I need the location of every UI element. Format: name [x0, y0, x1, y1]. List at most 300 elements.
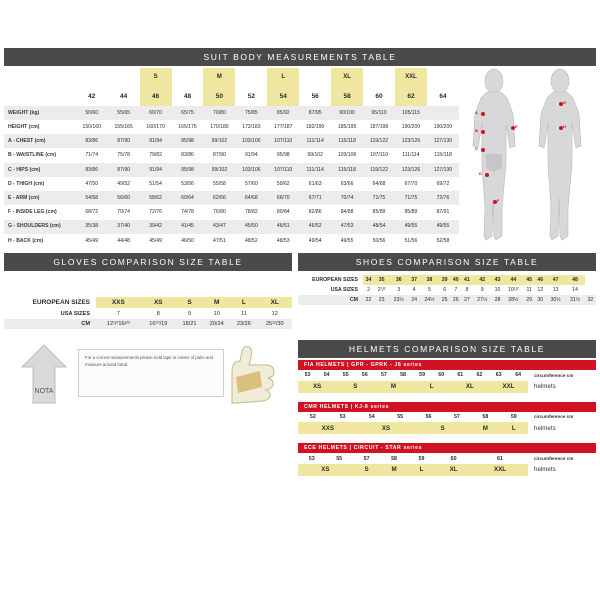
suit-cell: 60/70: [140, 106, 172, 120]
suit-cell: 85/89: [372, 209, 386, 216]
suit-group-size: M: [203, 68, 235, 88]
suit-cell: 83/86: [181, 152, 194, 159]
suit-cell: 150/160: [82, 123, 101, 130]
suit-size-header: 48: [172, 88, 204, 106]
suit-cell: 48/54: [363, 220, 395, 234]
suit-cell: 103/106: [235, 163, 267, 177]
helmets-section-title: HELMETS COMPARISON SIZE TABLE: [298, 340, 596, 358]
shoes-cell: 6: [443, 287, 447, 293]
suit-group-size: [76, 68, 108, 88]
gloves-row-label: USA SIZES: [60, 310, 90, 317]
suit-row-label: C - HIPS (cm): [4, 163, 76, 177]
gloves-row-label: EUROPEAN SIZES: [4, 297, 96, 308]
helmet-cm-label: circumference cm: [534, 456, 574, 462]
helmets-section: [298, 340, 596, 483]
gloves-cell: 16¹⁰/19: [141, 319, 176, 329]
suit-cell: 56/60: [108, 191, 140, 205]
shoes-row-label: CM: [298, 295, 363, 305]
shoes-cell: 27: [461, 295, 472, 305]
suit-size-header: 44: [108, 88, 140, 106]
helmet-circumference-cell: 54: [323, 372, 330, 379]
suit-section: [4, 48, 596, 248]
mannequin-figures: [463, 68, 593, 248]
helmet-circumference-cell: 55: [342, 372, 349, 379]
shoes-cell: 30: [535, 295, 546, 305]
suit-cell: 49/55: [395, 220, 427, 234]
suit-cell: [427, 106, 459, 120]
suit-cell: 55/65: [108, 106, 140, 120]
suit-cell: 82/86: [308, 209, 322, 216]
suit-cell: 83/86: [76, 134, 108, 148]
helmet-size-cell: XL: [435, 464, 472, 476]
helmet-block-header: FIA HELMETS | GPR - GPRK - J8 series: [298, 360, 596, 370]
suit-row-label: H - BACK (cm): [8, 237, 44, 244]
table-row: [298, 422, 596, 434]
suit-cell: 49/54: [308, 237, 322, 244]
suit-row-label: HEIGHT (cm): [8, 123, 40, 130]
suit-size-header: 58: [331, 88, 363, 106]
suit-size-header: 60: [363, 88, 395, 106]
suit-cell: 91/94: [140, 163, 172, 177]
front-mannequin-icon: [463, 68, 525, 246]
gloves-cell: 25¹²/30: [258, 319, 292, 329]
suit-cell: 182/190: [305, 123, 325, 130]
suit-row-label: D - THIGH (cm): [8, 180, 45, 187]
helmet-circumference-cell: 59: [419, 372, 426, 379]
shoes-cell: 2¹/²: [377, 287, 386, 293]
table-row: [4, 297, 292, 308]
shoes-cell: 31½: [565, 295, 584, 305]
suit-cell: 71/75: [363, 191, 395, 205]
shoes-cell: 40: [450, 275, 461, 285]
suit-cell: 46/51: [267, 220, 299, 234]
table-row: [4, 308, 292, 318]
back-mannequin-icon: [529, 68, 591, 246]
suit-section-title: SUIT BODY MEASUREMENTS TABLE: [4, 48, 596, 66]
shoes-cell: 48: [565, 275, 584, 285]
suit-row-label: A - CHEST (cm): [4, 134, 76, 148]
suit-cell: 45/49: [85, 237, 99, 244]
shoes-cell: 47: [546, 275, 565, 285]
helmet-circumference-cell: 60: [450, 455, 457, 462]
helmet-unit-label: helmets: [528, 464, 596, 476]
suit-cell: 111/114: [402, 152, 420, 159]
table-row: [298, 275, 596, 285]
helmet-circumference-cell: 57: [453, 413, 460, 420]
suit-cell: 165/175: [178, 123, 197, 130]
suit-cell: 59/62: [276, 180, 290, 187]
suit-size-header: 54: [267, 88, 299, 106]
suit-cell: 44/48: [117, 237, 131, 244]
helmet-circumference-cell: 58: [482, 413, 489, 420]
suit-cell: 71/74: [85, 152, 99, 159]
helmet-size-cell: XS: [298, 464, 353, 476]
suit-cell: 91/94: [140, 134, 172, 148]
gloves-cell: 12¹/²16/²³: [96, 319, 141, 329]
shoes-cell: 23: [374, 295, 389, 305]
suit-cell: 60/64: [172, 191, 204, 205]
suit-cell: 50/60: [76, 106, 108, 120]
hand-measure-icon: [216, 343, 288, 407]
gloves-cell: 12: [271, 310, 278, 317]
point-b-marker: [481, 130, 485, 134]
helmet-circumference-cell: 57: [380, 372, 387, 379]
table-row: [4, 106, 459, 120]
table-row: [298, 295, 596, 305]
block-spacer: [298, 476, 596, 483]
helmet-size-cell: XS: [358, 422, 415, 434]
table-row: [4, 191, 459, 205]
table-row: [4, 163, 459, 177]
table-row: [4, 220, 459, 234]
suit-cell: 160/170: [146, 123, 165, 130]
point-e-label: E: [515, 124, 518, 129]
shoes-cell: 4: [412, 287, 416, 293]
helmet-cm-label: circumference cm: [534, 372, 574, 378]
suit-cell: 84/88: [340, 209, 354, 216]
suit-cell: 187/198: [369, 123, 389, 130]
suit-cell: 115/118: [434, 152, 452, 159]
gloves-cell: XXS: [96, 297, 141, 308]
suit-cell: 103/106: [235, 134, 267, 148]
suit-cell: 107/110: [267, 134, 299, 148]
shoes-section-title: SHOES COMPARISON SIZE TABLE: [298, 253, 596, 271]
suit-cell: 79/82: [149, 152, 162, 159]
point-h-label: H: [563, 124, 566, 129]
helmet-circumference-cell: 58: [391, 455, 397, 462]
shoes-cell: 2: [367, 287, 370, 293]
helmet-circumference-cell: 54: [368, 413, 375, 420]
helmet-circumference-cell: 63: [495, 372, 502, 379]
suit-size-header: 46: [140, 88, 172, 106]
point-a-label: A: [475, 110, 478, 115]
suit-cell: 67/71: [299, 191, 331, 205]
suit-group-label-spacer: [4, 68, 76, 88]
shoes-cell: 10¹/²: [508, 287, 519, 293]
gloves-cell: 11: [241, 310, 247, 317]
suit-cell: 123/126: [395, 163, 427, 177]
suit-group-size: [363, 68, 395, 88]
gloves-note-area: [4, 343, 292, 413]
shoes-cell: 42: [473, 275, 492, 285]
gloves-section: [4, 253, 292, 413]
helmet-size-table: [298, 370, 596, 393]
suit-cell: 51/56: [404, 237, 418, 244]
shoes-cell: 3: [397, 287, 401, 293]
shoes-cell: 9: [480, 287, 484, 293]
point-d-marker: [485, 173, 489, 177]
point-g-label: G: [563, 100, 567, 105]
shoes-cell: 45: [524, 275, 535, 285]
helmet-size-cell: XXL: [472, 464, 528, 476]
gloves-cell: 10: [213, 310, 220, 317]
shoes-cell: 11: [526, 287, 532, 293]
suit-cell: 119/122: [363, 163, 395, 177]
gloves-cell: 23/26: [230, 319, 257, 329]
suit-row-label: WEIGHT (kg): [4, 106, 76, 120]
suit-cell: 99/102: [307, 152, 323, 159]
suit-cell: 55/58: [213, 180, 226, 187]
suit-row-label: G - SHOULDERS (cm): [4, 220, 76, 234]
suit-cell: 46/52: [299, 220, 331, 234]
suit-cell: 107/110: [370, 152, 389, 159]
block-spacer: [298, 434, 596, 441]
suit-cell: 43/47: [203, 220, 235, 234]
table-row: [298, 285, 596, 295]
helmet-circumference-cell: 61: [457, 372, 464, 379]
suit-cell: 64/68: [372, 180, 386, 187]
suit-cell: 58/62: [140, 191, 172, 205]
suit-measurements-table: [4, 68, 459, 248]
suit-cell: 48/52: [244, 237, 258, 244]
shoes-cell: 41: [461, 275, 472, 285]
suit-cell: 35/38: [76, 220, 108, 234]
suit-group-size: XL: [331, 68, 363, 88]
shoes-cell: 13: [552, 287, 559, 293]
suit-cell: 47/51: [213, 237, 226, 244]
helmet-size-cell: L: [408, 464, 435, 476]
table-row: [298, 381, 596, 393]
suit-cell: 87/90: [108, 134, 140, 148]
gloves-note-box: [78, 349, 224, 397]
shoes-cell: 28½: [503, 295, 524, 305]
suit-cell: 39/42: [140, 220, 172, 234]
shoes-cell: 36: [389, 275, 408, 285]
helmet-size-cell: XXL: [489, 381, 528, 393]
gloves-cell: 18/21: [176, 319, 203, 329]
gloves-cell: L: [230, 297, 257, 308]
suit-group-size: [427, 68, 459, 88]
table-row: [298, 412, 596, 423]
suit-size-header: 62: [395, 88, 427, 106]
suit-cell: 69/72: [436, 180, 450, 187]
suit-cell: 127/130: [427, 163, 459, 177]
suit-cell: 57/60: [244, 180, 258, 187]
suit-group-size: XXL: [395, 68, 427, 88]
suit-cell: 53/56: [181, 180, 194, 187]
table-row: [4, 134, 459, 148]
suit-cell: 72/76: [427, 191, 459, 205]
block-spacer: [298, 393, 596, 400]
suit-group-size: [108, 68, 140, 88]
shoes-cell: 26: [450, 295, 461, 305]
suit-cell: 87/90: [108, 163, 140, 177]
shoes-cell: 22: [363, 295, 374, 305]
suit-cell: 95/98: [172, 134, 204, 148]
helmet-circumference-cell: 53: [304, 372, 311, 379]
suit-cell: 48/53: [276, 237, 290, 244]
shoes-cell: 43: [492, 275, 503, 285]
helmet-circumference-cell: 61: [497, 455, 503, 462]
table-row: [4, 120, 459, 134]
helmet-circumference-cell: 57: [363, 455, 370, 462]
suit-row-label: F - INSIDE LEG (cm): [8, 209, 57, 216]
helmet-size-cell: M: [380, 464, 407, 476]
helmet-circumference-cell: 58: [400, 372, 406, 379]
helmet-circumference-cell: 55: [397, 413, 404, 420]
helmet-circumference-cell: 60: [438, 372, 445, 379]
table-row: [4, 148, 459, 162]
shoes-cell: 27½: [473, 295, 492, 305]
helmet-size-cell: XL: [451, 381, 489, 393]
point-c-label: C: [475, 146, 478, 151]
shoes-row-label: EUROPEAN SIZES: [298, 275, 363, 285]
suit-cell: 91/94: [244, 152, 258, 159]
gloves-cell: 8: [156, 310, 160, 317]
shoes-cell: 23½: [389, 295, 408, 305]
suit-cell: 67/70: [404, 180, 418, 187]
suit-cell: 65/75: [172, 106, 204, 120]
suit-size-row-label: [4, 88, 76, 106]
gloves-section-title: GLOVES COMPARISON SIZE TABLE: [4, 253, 292, 271]
suit-cell: 105/115: [395, 106, 427, 120]
suit-section-body: [4, 66, 596, 248]
suit-row-label: E - ARM (cm): [4, 191, 76, 205]
suit-cell: 111/114: [299, 134, 331, 148]
shoes-cell: 30½: [546, 295, 565, 305]
shoes-cell: 38: [420, 275, 439, 285]
suit-cell: 49/55: [427, 220, 459, 234]
shoes-cell: 35: [374, 275, 389, 285]
helmet-size-cell: S: [414, 422, 471, 434]
helmet-size-cell: XXS: [298, 422, 358, 434]
helmet-block-header: ECE HELMETS | CIRCUIT - STAR series: [298, 443, 596, 453]
suit-cell: 47/50: [85, 180, 99, 187]
helmet-size-cell: S: [353, 464, 380, 476]
suit-cell: 155/165: [114, 123, 133, 130]
gloves-cell: S: [176, 297, 203, 308]
helmet-block: [298, 402, 596, 442]
suit-cell: 85/89: [404, 209, 418, 216]
suit-cell: 78/82: [244, 209, 258, 216]
helmet-size-cell: XS: [298, 381, 336, 393]
shoes-size-table: [298, 275, 596, 305]
helmet-size-table: [298, 412, 596, 435]
suit-cell: 64/68: [235, 191, 267, 205]
suit-cell: 74/78: [181, 209, 194, 216]
suit-cell: 99/102: [203, 134, 235, 148]
shoes-cell: 32: [585, 295, 596, 305]
suit-cell: 173/183: [242, 123, 261, 130]
shoes-cell: 10: [494, 287, 501, 293]
helmet-size-table: [298, 453, 596, 476]
helmet-blocks: [298, 360, 596, 483]
shoes-cell: 7: [454, 287, 458, 293]
helmet-block: [298, 443, 596, 483]
shoes-cell: 12: [537, 287, 544, 293]
helmet-block: [298, 360, 596, 400]
suit-cell: 52/58: [436, 237, 450, 244]
suit-cell: 95/98: [172, 163, 204, 177]
suit-cell: 70/74: [117, 209, 131, 216]
helmet-circumference-cell: 64: [515, 372, 522, 379]
gloves-cell: 20/24: [203, 319, 230, 329]
shoes-cell: 37: [409, 275, 420, 285]
helmet-circumference-cell: 52: [309, 413, 316, 420]
suit-cell: 115/118: [331, 134, 363, 148]
suit-cell: 87/90: [213, 152, 226, 159]
shoes-cell: 8: [465, 287, 469, 293]
suit-group-size: S: [140, 68, 172, 88]
suit-cell: 50/56: [372, 237, 386, 244]
helmet-circumference-cell: 56: [425, 413, 432, 420]
suit-size-header: 50: [203, 88, 235, 106]
table-row: [298, 464, 596, 476]
suit-cell: 85/92: [267, 106, 299, 120]
suit-cell: 72/76: [149, 209, 162, 216]
suit-cell: 70/80: [203, 106, 235, 120]
gloves-cell: XS: [141, 297, 176, 308]
suit-cell: 99/102: [203, 163, 235, 177]
gloves-size-table: [4, 297, 292, 329]
suit-cell: 71/75: [395, 191, 427, 205]
suit-size-header: 52: [235, 88, 267, 106]
shoes-cell: 34: [363, 275, 374, 285]
suit-cell: 68/72: [85, 209, 99, 216]
suit-cell: 111/114: [299, 163, 331, 177]
shoes-cell: 28: [492, 295, 503, 305]
suit-cell: 49/52: [117, 180, 131, 187]
nota-arrow-icon: [16, 343, 72, 407]
suit-cell: 80/84: [276, 209, 290, 216]
suit-size-header: 42: [76, 88, 108, 106]
shoes-section: [298, 253, 596, 305]
suit-cell: 49/55: [340, 237, 354, 244]
table-row: [4, 234, 459, 248]
suit-cell: 75/85: [235, 106, 267, 120]
suit-cell: 90/100: [331, 106, 363, 120]
suit-cell: 95/98: [276, 152, 290, 159]
suit-cell: 45/50: [235, 220, 267, 234]
shoes-cell: 39: [439, 275, 450, 285]
gloves-note-text: For a correct measurements please hold tape in center of palm and measure around hand.: [85, 355, 214, 367]
shoes-cell: 29: [524, 295, 535, 305]
point-b-label: B: [475, 128, 478, 133]
shoes-cell: 5: [427, 287, 431, 293]
suit-cell: 66/70: [267, 191, 299, 205]
shoes-cell: 24½: [420, 295, 439, 305]
gloves-cell: M: [203, 297, 230, 308]
gloves-cell: 9: [187, 310, 192, 317]
helmet-circumference-cell: 53: [308, 455, 315, 462]
helmet-size-cell: L: [500, 422, 528, 434]
shoes-row-label: USA SIZES: [330, 287, 358, 293]
helmet-unit-label: helmets: [528, 422, 596, 434]
helmet-cm-label: circumference cm: [534, 414, 574, 420]
suit-cell: 127/130: [427, 134, 459, 148]
helmet-circumference-cell: 56: [361, 372, 368, 379]
suit-group-size: L: [267, 68, 299, 88]
suit-cell: 47/53: [331, 220, 363, 234]
table-row: [4, 319, 292, 329]
suit-cell: 87/91: [436, 209, 450, 216]
helmet-circumference-cell: 53: [339, 413, 346, 420]
suit-cell: 123/126: [395, 134, 427, 148]
helmet-size-cell: S: [336, 381, 374, 393]
table-row: [4, 177, 459, 191]
suit-size-header: 56: [299, 88, 331, 106]
helmet-size-cell: M: [374, 381, 412, 393]
suit-cell: 190/200: [401, 123, 421, 130]
gloves-row-label: CM: [4, 319, 96, 329]
suit-cell: 87/95: [299, 106, 331, 120]
suit-cell: 119/122: [363, 134, 395, 148]
shoes-cell: 46: [535, 275, 546, 285]
table-row: [4, 205, 459, 219]
shoes-cell: 25: [439, 295, 450, 305]
gloves-cell: XL: [258, 297, 292, 308]
point-d-label: D: [479, 171, 482, 176]
